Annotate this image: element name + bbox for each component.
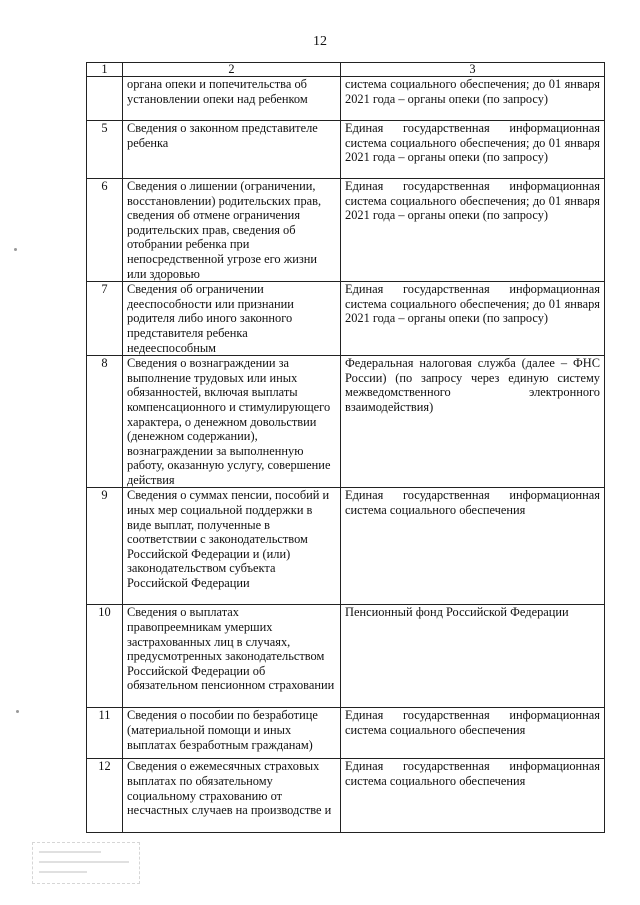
row-description: Сведения о пособии по безработице (материальной помощи и иных выплатах безработным гражданам) <box>123 708 341 759</box>
row-description: Сведения о суммах пенсии, пособий и иных мер социальной поддержки в виде выплат, полученные в соответствии с законодательством Российской Федерации и (или) законодательством субъекта Российской Федерации <box>123 488 341 605</box>
row-number: 12 <box>87 759 123 833</box>
row-source: Единая государственная информационная система социального обеспечения; до 01 января 2021 года – органы опеки (по запросу) <box>341 121 605 179</box>
row-number: 11 <box>87 708 123 759</box>
header-col-1: 1 <box>87 63 123 77</box>
row-source: Единая государственная информационная система социального обеспечения <box>341 759 605 833</box>
row-description: Сведения о законном представителе ребенка <box>123 121 341 179</box>
row-description: Сведения о ежемесячных страховых выплатах по обязательному социальному страхованию от несчастных случаев на производстве и <box>123 759 341 833</box>
table-row <box>87 282 605 356</box>
row-number: 9 <box>87 488 123 605</box>
faded-stamp <box>32 842 140 884</box>
row-source: Федеральная налоговая служба (далее – ФНС России) (по запросу через единую систему межведомственного электронного взаимодействия) <box>341 356 605 488</box>
header-col-2: 2 <box>123 63 341 77</box>
header-col-3: 3 <box>341 63 605 77</box>
table-row <box>87 605 605 708</box>
row-number: 7 <box>87 282 123 356</box>
table-row <box>87 77 605 121</box>
row-number: 6 <box>87 179 123 282</box>
row-source: Единая государственная информационная система социального обеспечения; до 01 января 2021 года – органы опеки (по запросу) <box>341 282 605 356</box>
table-header-row <box>87 63 605 77</box>
row-description: Сведения о выплатах правопреемникам умерших застрахованных лиц в случаях, предусмотренных законодательством Российской Федерации об обязательном пенсионном страховании <box>123 605 341 708</box>
row-description: Сведения о лишении (ограничении, восстановлении) родительских прав, сведения об отмене ограничения родительских прав, сведения об отобрании ребенка при непосредственной угрозе его жизни или здоровью <box>123 179 341 282</box>
row-number: 5 <box>87 121 123 179</box>
scan-mark <box>14 248 17 251</box>
row-description: Сведения об ограничении дееспособности или признании родителя либо иного законного представителя ребенка недееспособным <box>123 282 341 356</box>
scan-mark <box>16 710 19 713</box>
table-row <box>87 179 605 282</box>
table-row <box>87 708 605 759</box>
row-source: система социального обеспечения; до 01 января 2021 года – органы опеки (по запросу) <box>341 77 605 121</box>
row-source: Единая государственная информационная система социального обеспечения; до 01 января 2021 года – органы опеки (по запросу) <box>341 179 605 282</box>
table-row <box>87 488 605 605</box>
table-row <box>87 121 605 179</box>
table-row <box>87 356 605 488</box>
table-row <box>87 759 605 833</box>
row-description: органа опеки и попечительства об установлении опеки над ребенком <box>123 77 341 121</box>
row-number: 10 <box>87 605 123 708</box>
row-source: Единая государственная информационная система социального обеспечения <box>341 708 605 759</box>
row-number: 8 <box>87 356 123 488</box>
row-description: Сведения о вознаграждении за выполнение трудовых или иных обязанностей, включая выплаты компенсационного и стимулирующего характера, о денежном довольствии (денежном содержании), вознаграждении за выполненную работу, оказанную услугу, совершение действия <box>123 356 341 488</box>
row-number <box>87 77 123 121</box>
page-number: 12 <box>313 34 327 49</box>
data-sources-table <box>86 62 605 833</box>
row-source: Пенсионный фонд Российской Федерации <box>341 605 605 708</box>
row-source: Единая государственная информационная система социального обеспечения <box>341 488 605 605</box>
